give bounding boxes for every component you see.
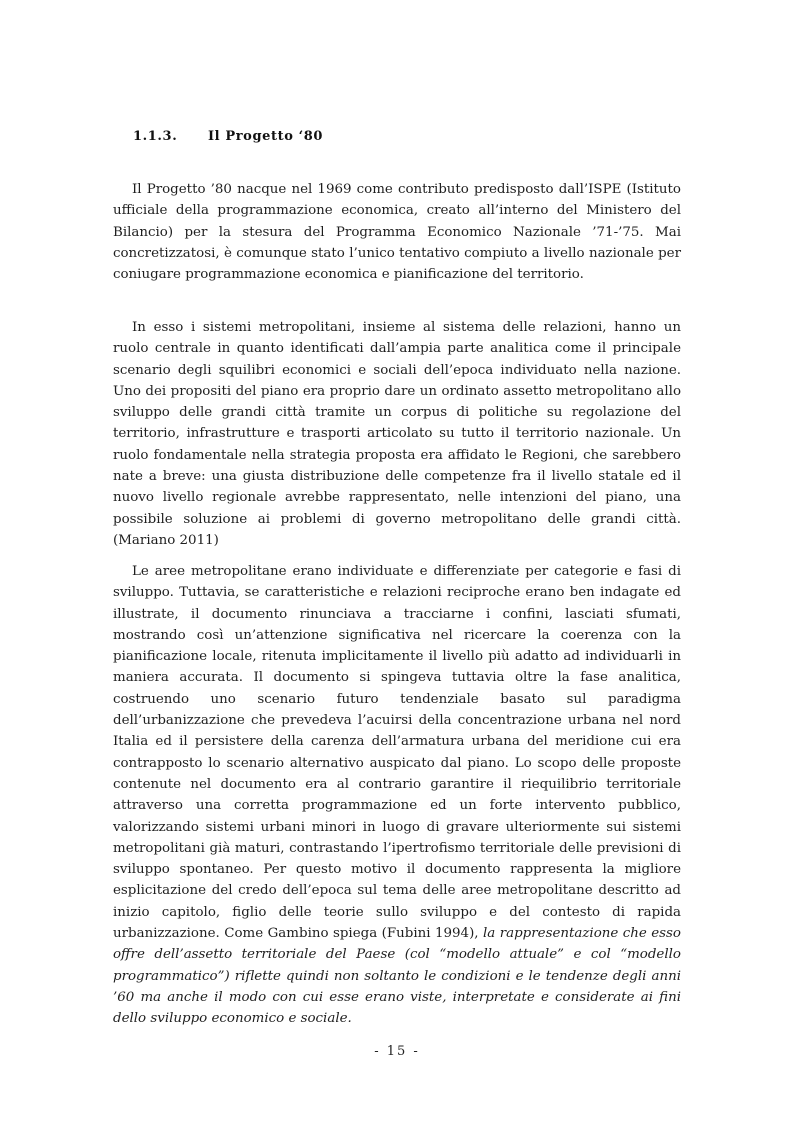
paragraph-3-text: Le aree metropolitane erano individuate e differenziate per categorie e fasi di sviluppo. Tuttavia, se caratteristiche e relazioni reciproche erano ben indagate ed illustrate, il documento rinunciava a tracciarne i confini, lasciati sfumati, mostrando così un’attenzione significativa nel ricercare la coerenza con la pianificazione locale, ritenuta implicitamente il livello più adatto ad individuarli in maniera accurata. Il documento si spingeva tuttavia oltre la fase analitica, costruendo uno scenario futuro tendenziale basato sul paradigma dell’urbanizzazione che prevedeva l’acuirsi della concentrazione urbana nel nord Italia ed il persistere della carenza dell’armatura urbana del meridione cui era contrapposto lo scenario alternativo auspicato dal piano. Lo scopo delle proposte contenute nel documento era al contrario garantire il riequilibrio territoriale attraverso una corretta programmazione ed un forte intervento pubblico, valorizzando sistemi urbani minori in luogo di gravare ulteriormente sui sistemi metropolitani già maturi, contrastando l’ipertrofismo territoriale delle previsioni di sviluppo spontaneo. Per questo motivo il documento rappresenta la migliore esplicitazione del credo dell’epoca sul tema delle aree metropolitane descritto ad inizio capitolo, figlio delle teorie sullo sviluppo e del contesto di rapida urbanizzazione. Come Gambino spiega (Fubini 1994), bbox=[113, 564, 681, 942]
section-heading bbox=[133, 129, 323, 144]
paragraph-1: Il Progetto ’80 nacque nel 1969 come contributo predisposto dall’ISPE (Istituto ufficiale della programmazione economica, creato all’interno del Ministero del Bilancio) per la stesura del Programma Economico Nazionale ’71-’75. Mai concretizzatosi, è comunque stato l’unico tentativo compiuto a livello nazionale per coniugare programmazione economica e pianificazione del territorio. bbox=[113, 182, 681, 283]
paragraph-2: In esso i sistemi metropolitani, insieme al sistema delle relazioni, hanno un ruolo centrale in quanto identificati dall’ampia parte analitica come il principale scenario degli squilibri economici e sociali dell’epoca individuato nella nazione. Uno dei propositi del piano era proprio dare un ordinato assetto metropolitano allo sviluppo delle grandi città tramite un corpus di politiche su regolazione del territorio, infrastrutture e trasporti articolato su tutto il territorio nazionale. Un ruolo fondamentale nella strategia proposta era affidato le Regioni, che sarebbero nate a breve: una giusta distribuzione delle competenze fra il livello statale ed il nuovo livello regionale avrebbe rappresentato, nelle intenzioni del piano, una possibile soluzione ai problemi di governo metropolitano delle grandi città. (Mariano 2011) bbox=[113, 320, 681, 548]
section-number: 1.1.3. bbox=[133, 129, 178, 144]
paragraph-3 bbox=[113, 561, 681, 1030]
page-number: - 15 - bbox=[374, 1044, 420, 1059]
section-title: Il Progetto ‘80 bbox=[208, 129, 324, 144]
paragraph-3-quote: la rappresentazione che esso offre dell’assetto territoriale del Paese (col “modello attuale” e col “modello programmatico”) riflette quindi non soltanto le condizioni e le tendenze degli anni ’60 ma anche il modo con cui esse erano viste, interpretate e considerate ai fini dello sviluppo economico e sociale. bbox=[113, 926, 681, 1027]
